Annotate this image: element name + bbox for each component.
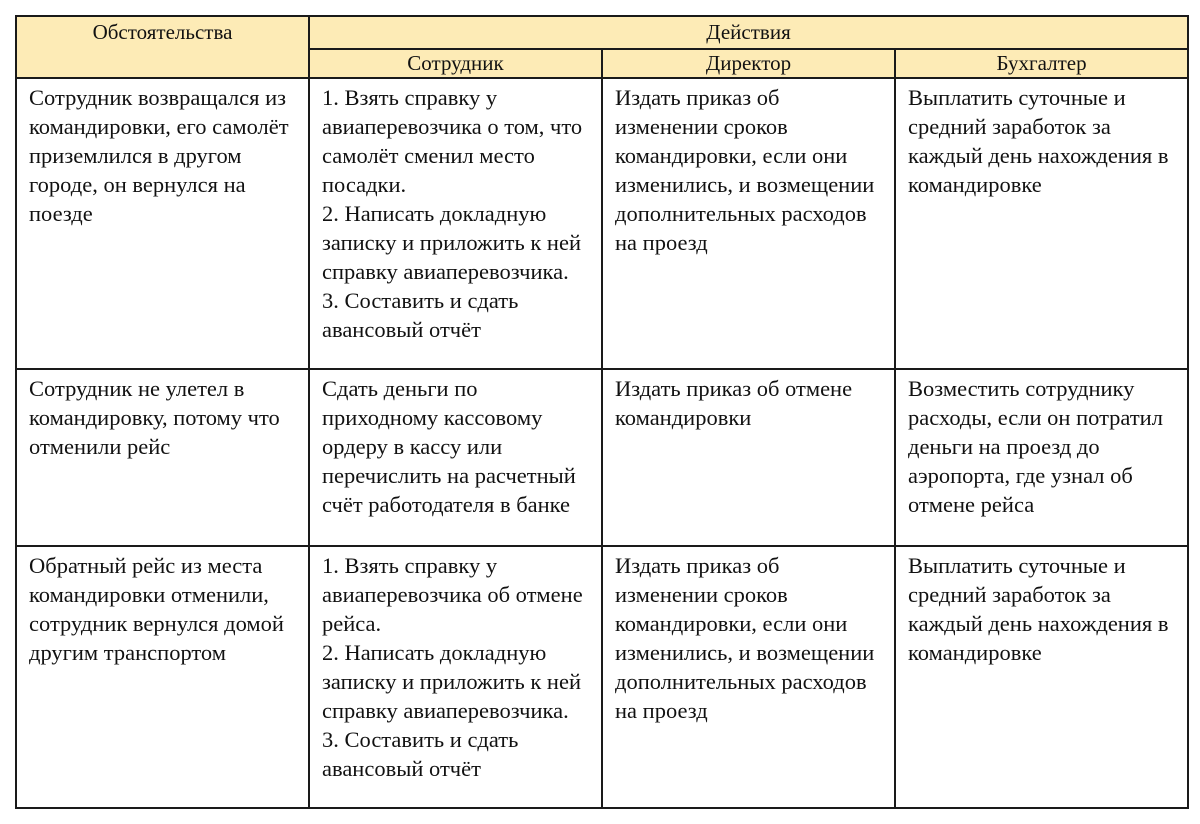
table-row — [16, 546, 1188, 808]
cell-accountant: Возместить сотруднику расходы, если он потратил деньги на проезд до аэропорта, где узнал об отмене рейса — [895, 369, 1188, 546]
table-header — [16, 16, 1188, 78]
cell-circumstance: Сотрудник возвращался из командировки, его самолёт приземлился в другом городе, он вернулся на поезде — [16, 78, 309, 369]
cell-employee — [309, 546, 602, 808]
header-director: Директор — [602, 49, 895, 78]
header-actions: Действия — [309, 16, 1188, 49]
table-row — [16, 369, 1188, 546]
cell-accountant: Выплатить суточные и средний заработок за каждый день нахождения в командировке — [895, 546, 1188, 808]
cell-circumstance: Обратный рейс из места командировки отменили, сотрудник вернулся домой другим транспортом — [16, 546, 309, 808]
cell-accountant: Выплатить суточные и средний заработок за каждый день нахождения в командировке — [895, 78, 1188, 369]
header-circumstances: Обстоятельства — [16, 16, 309, 78]
employee-step: Сдать деньги по приходному кассовому ордеру в кассу или перечислить на расчетный счёт работодателя в банке — [322, 376, 576, 517]
table-row — [16, 78, 1188, 369]
cell-director: Издать приказ об изменении сроков командировки, если они изменились, и возмещении дополнительных расходов на проезд — [602, 546, 895, 808]
header-row-top — [16, 16, 1188, 49]
header-employee: Сотрудник — [309, 49, 602, 78]
travel-actions-table-wrapper — [15, 15, 1189, 809]
employee-step: 1. Взять справку у авиаперевозчика об отмене рейса. — [322, 553, 583, 636]
employee-step: 1. Взять справку у авиаперевозчика о том, что самолёт сменил место посадки. — [322, 85, 583, 197]
cell-director: Издать приказ об отмене командировки — [602, 369, 895, 546]
employee-step: 3. Составить и сдать авансовый отчёт — [322, 727, 519, 781]
cell-employee — [309, 78, 602, 369]
cell-employee — [309, 369, 602, 546]
cell-circumstance: Сотрудник не улетел в командировку, потому что отменили рейс — [16, 369, 309, 546]
header-accountant: Бухгалтер — [895, 49, 1188, 78]
employee-step: 2. Написать докладную записку и приложить к ней справку авиаперевозчика. — [322, 640, 581, 723]
table-body — [16, 78, 1188, 808]
employee-step: 2. Написать докладную записку и приложить к ней справку авиаперевозчика. — [322, 201, 581, 284]
cell-director: Издать приказ об изменении сроков командировки, если они изменились, и возмещении дополнительных расходов на проезд — [602, 78, 895, 369]
travel-actions-table — [15, 15, 1189, 809]
employee-step: 3. Составить и сдать авансовый отчёт — [322, 288, 519, 342]
